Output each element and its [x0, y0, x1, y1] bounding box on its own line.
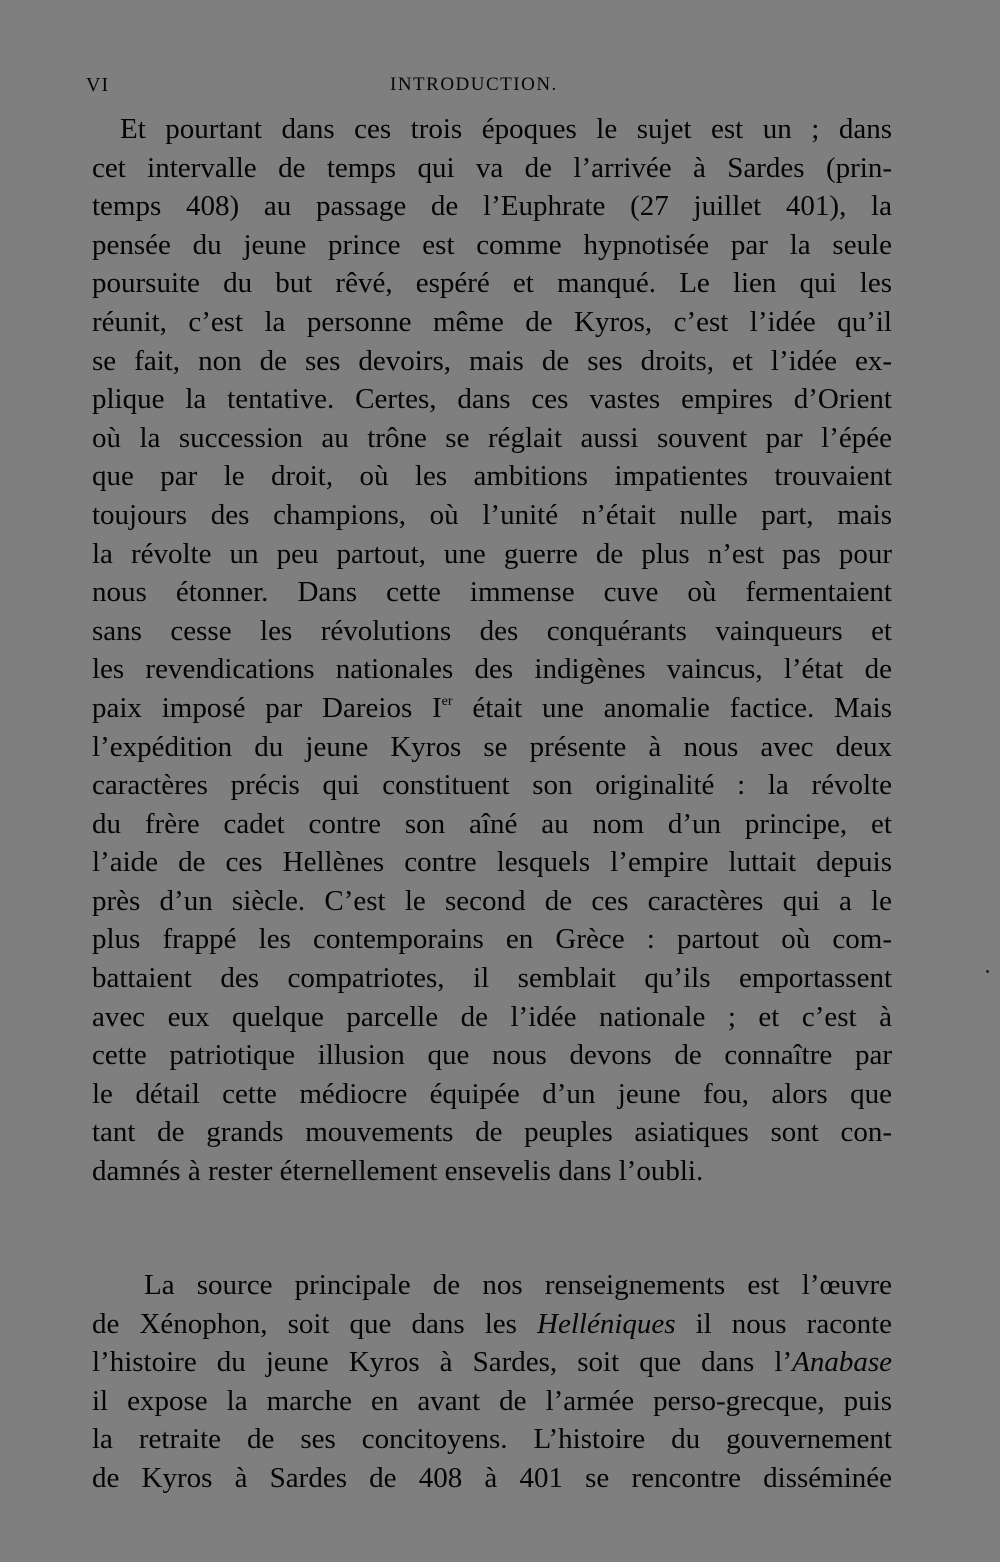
text-line: cette patriotique illusion que nous devons de connaître par — [92, 1039, 892, 1072]
text-line: pensée du jeune prince est comme hypnotisée par la seule — [92, 228, 892, 261]
text-line: Et pourtant dans ces trois époques le sujet est un ; dans — [120, 113, 892, 145]
text-line: damnés à rester éternellement ensevelis dans l’oubli. — [92, 1155, 704, 1188]
text-segment: l’histoire du jeune Kyros à Sardes, soit que dans l’ — [92, 1346, 793, 1379]
text-line: plique la tentative. Certes, dans ces vastes empires d’Orient — [92, 383, 892, 416]
text-line: l’aide de ces Hellènes contre lesquels l’empire luttait depuis — [92, 846, 892, 879]
text-line: réunit, c’est la personne même de Kyros, c’est l’idée qu’il — [92, 305, 892, 338]
text-line: le détail cette médiocre équipée d’un jeune fou, alors que — [92, 1077, 892, 1110]
text-line: La source principale de nos renseignements est l’œuvre — [144, 1269, 892, 1301]
page-number: VI — [86, 74, 110, 96]
text-line: nous étonner. Dans cette immense cuve où fermentaient — [92, 576, 892, 609]
superscript: er — [441, 693, 453, 709]
page-header — [86, 74, 886, 104]
text-line: avec eux quelque parcelle de l’idée nationale ; et c’est à — [92, 1000, 892, 1033]
text-line: que par le droit, où les ambitions impatientes trouvaient — [92, 460, 892, 493]
text-line: toujours des champions, où l’unité n’était nulle part, mais — [92, 498, 892, 531]
running-head: INTRODUCTION. — [390, 74, 558, 95]
book-title-anabase: Anabase — [792, 1346, 892, 1379]
text-line: la retraite de ses concitoyens. L’histoire du gouvernement — [92, 1423, 892, 1456]
paragraph-1 — [92, 110, 892, 1191]
text-line: poursuite du but rêvé, espéré et manqué. Le lien qui les — [92, 267, 892, 300]
text-line: de Kyros à Sardes de 408 à 401 se rencontre disséminée — [92, 1461, 892, 1494]
page-speck — [986, 970, 989, 973]
text-line — [92, 1343, 892, 1382]
text-line: tant de grands mouvements de peuples asiatiques sont con- — [92, 1116, 892, 1149]
text-line: battaient des compatriotes, il semblait qu’ils emportassent — [92, 962, 892, 995]
text-line-with-superscript — [92, 689, 892, 728]
text-segment: paix imposé par Dareios I — [92, 691, 442, 724]
text-line: cet intervalle de temps qui va de l’arrivée à Sardes (prin- — [92, 151, 892, 184]
text-line: la révolte un peu partout, une guerre de plus n’est pas pour — [92, 537, 892, 570]
text-line: temps 408) au passage de l’Euphrate (27 juillet 401), la — [92, 190, 892, 223]
text-line: il expose la marche en avant de l’armée perso-grecque, puis — [92, 1384, 892, 1417]
text-segment: de Xénophon, soit que dans les — [92, 1307, 538, 1340]
book-title-helleniques: Helléniques — [537, 1307, 676, 1340]
text-segment: il nous raconte — [675, 1307, 892, 1340]
paragraph-2 — [92, 1266, 892, 1498]
text-line: les revendications nationales des indigènes vaincus, l’état de — [92, 653, 892, 686]
text-line: caractères précis qui constituent son originalité : la révolte — [92, 769, 892, 802]
text-line — [92, 1305, 892, 1344]
text-line: du frère cadet contre son aîné au nom d’un principe, et — [92, 807, 892, 840]
text-line: où la succession au trône se réglait aussi souvent par l’épée — [92, 421, 892, 454]
text-line: se fait, non de ses devoirs, mais de ses droits, et l’idée ex- — [92, 344, 892, 377]
text-line: sans cesse les révolutions des conquérants vainqueurs et — [92, 614, 892, 647]
text-line: près d’un siècle. C’est le second de ces caractères qui a le — [92, 884, 892, 917]
text-line: l’expédition du jeune Kyros se présente à nous avec deux — [92, 730, 892, 763]
text-segment: était une anomalie factice. Mais — [452, 691, 892, 724]
text-line: plus frappé les contemporains en Grèce : partout où com- — [92, 923, 892, 956]
